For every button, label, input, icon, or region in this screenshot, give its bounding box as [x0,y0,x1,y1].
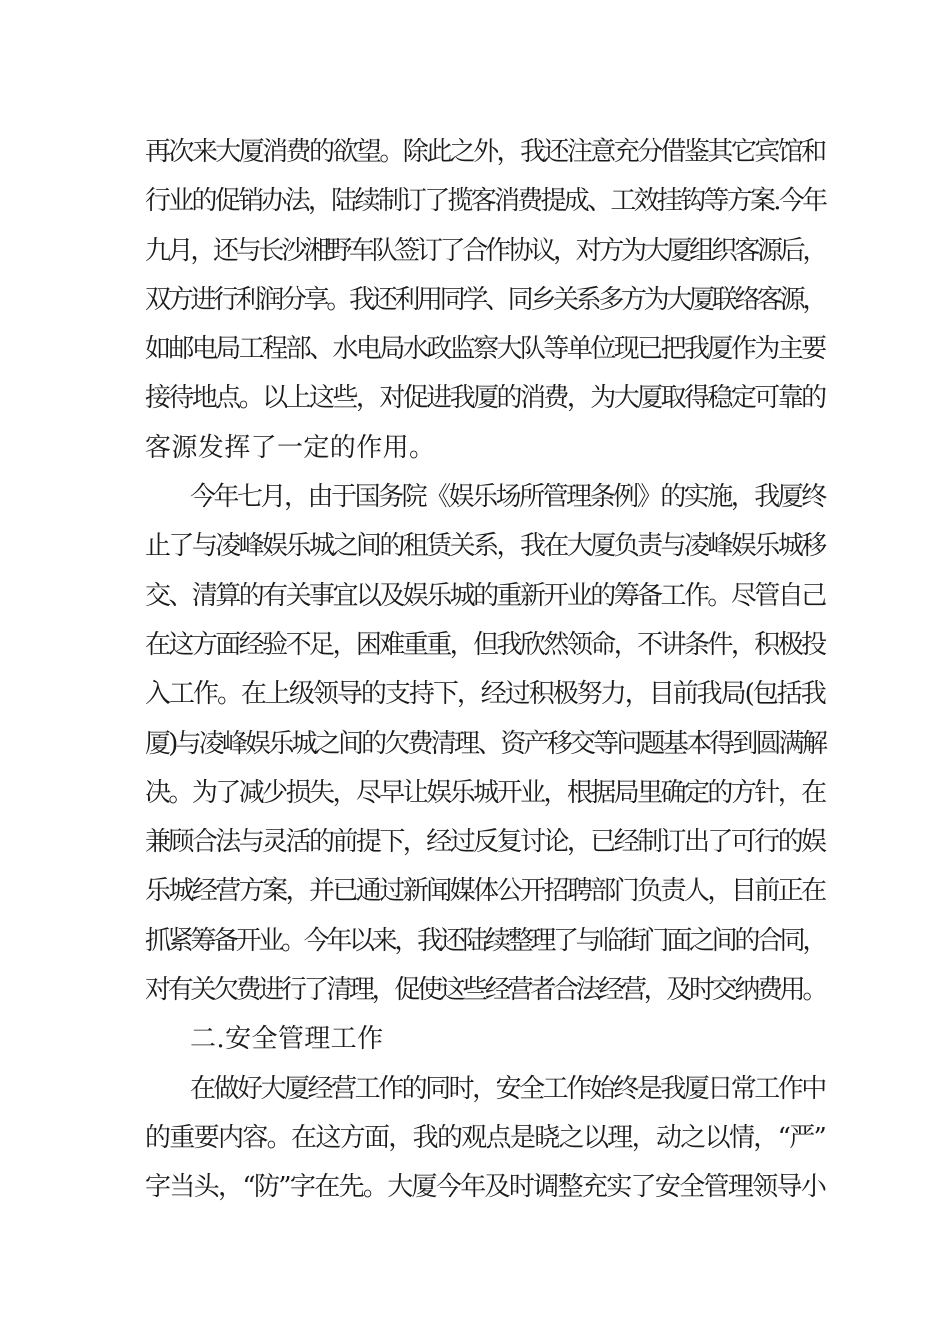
text-line: 客源发挥了一定的作用。 [145,432,436,463]
text-line: 入工作。在上级领导的支持下，经过积极努力，目前我局(包括我 [145,679,825,710]
text-line: 决。为了减少损失，尽早让娱乐城开业，根据局里确定的方针，在 [145,777,825,808]
text-line: 抓紧筹备开业。今年以来，我还陆续整理了与临街门面之间的合同， [145,925,826,956]
text-line: 字当头，“防”字在先。大厦今年及时调整充实了安全管理领导小 [145,1172,826,1203]
text-line: 今年七月，由于国务院《娱乐场所管理条例》的实施，我厦终 [190,482,825,513]
text-line: 对有关欠费进行了清理，促使这些经营者合法经营，及时交纳费用。 [145,975,826,1006]
text-line: 二.安全管理工作 [190,1024,384,1055]
text-line: 如邮电局工程部、水电局水政监察大队等单位现已把我厦作为主要 [145,334,825,365]
text-line: 在这方面经验不足，困难重重，但我欣然领命，不讲条件，积极投 [145,629,825,660]
text-line: 行业的促销办法，陆续制订了揽客消费提成、工效挂钩等方案.今年 [145,186,826,217]
text-line: 止了与凌峰娱乐城之间的租赁关系，我在大厦负责与凌峰娱乐城移 [145,531,825,562]
document-body [145,128,825,1213]
text-line: 双方进行利润分享。我还利用同学、同乡关系多方为大厦联络客源， [145,284,826,315]
text-line: 兼顾合法与灵活的前提下，经过反复讨论，已经制订出了可行的娱 [145,827,825,858]
text-line: 在做好大厦经营工作的同时，安全工作始终是我厦日常工作中 [190,1073,825,1104]
text-line: 交、清算的有关事宜以及娱乐城的重新开业的筹备工作。尽管自己 [145,580,825,611]
text-line: 接待地点。以上这些，对促进我厦的消费，为大厦取得稳定可靠的 [145,383,825,414]
text-line: 乐城经营方案，并已通过新闻媒体公开招聘部门负责人，目前正在 [145,876,825,907]
text-line: 九月，还与长沙湘野车队签订了合作协议，对方为大厦组织客源后， [145,235,826,266]
text-line: 厦)与凌峰娱乐城之间的欠费清理、资产移交等问题基本得到圆满解 [145,728,826,759]
text-line: 的重要内容。在这方面，我的观点是晓之以理，动之以情，“严” [145,1122,826,1153]
text-line: 再次来大厦消费的欲望。除此之外，我还注意充分借鉴其它宾馆和 [145,137,825,167]
